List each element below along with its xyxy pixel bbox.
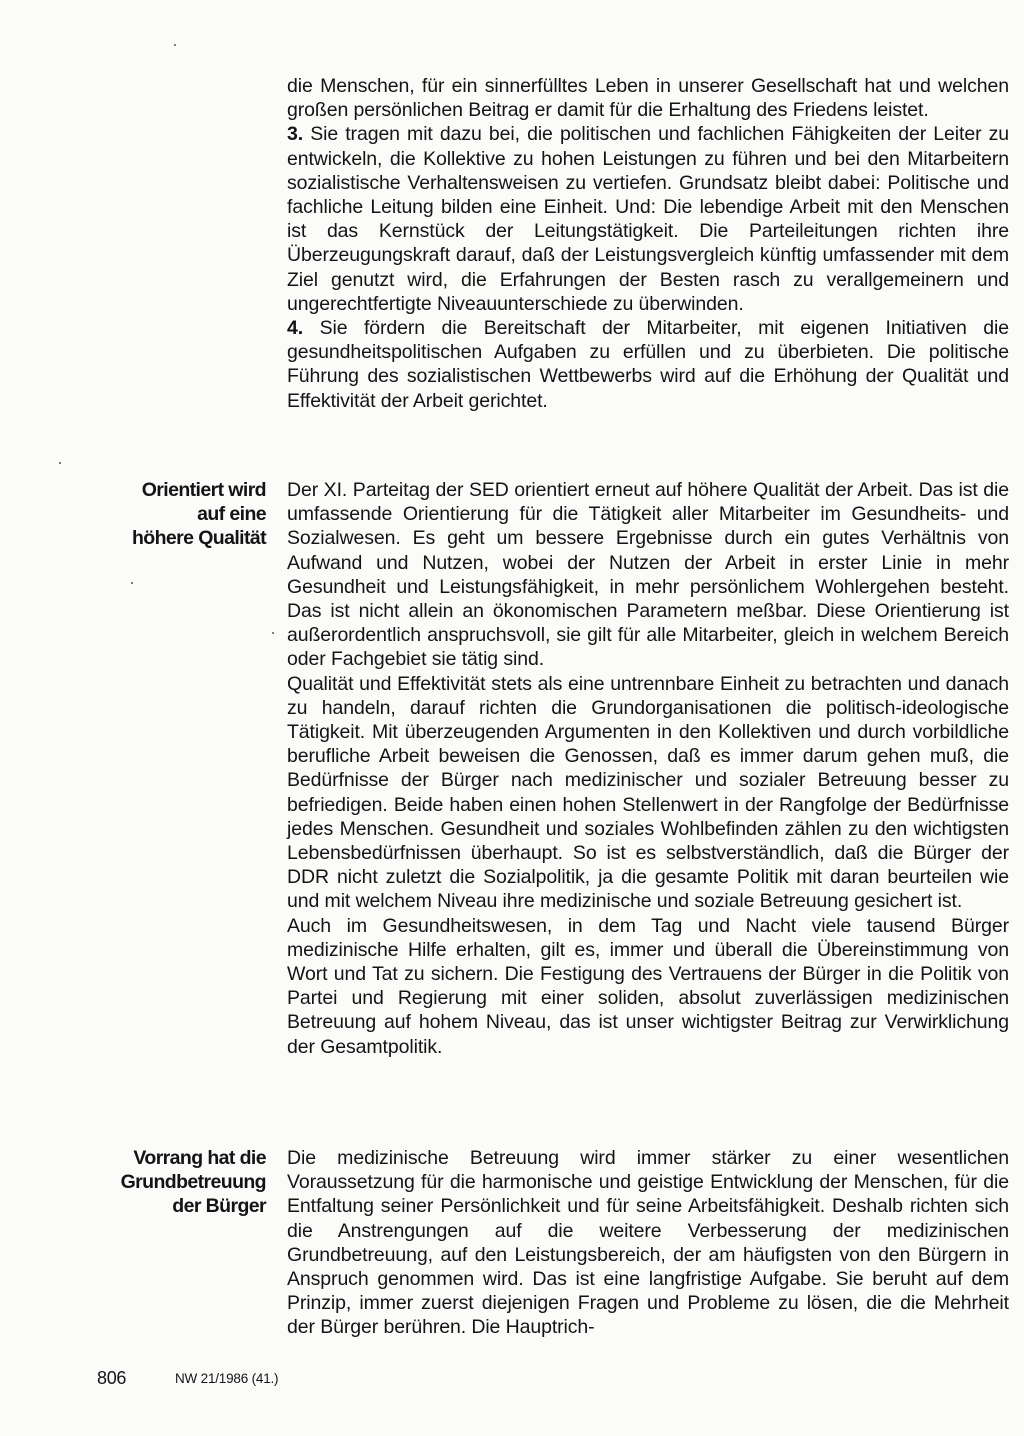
margin-heading-line: der Bürger (172, 1195, 266, 1217)
scan-speck (272, 632, 274, 634)
text-block-priority (287, 1146, 1009, 1340)
margin-heading-line: auf eine (197, 503, 266, 525)
margin-heading-line: Vorrang hat die (133, 1147, 266, 1169)
paragraph: Auch im Gesundheitswesen, in dem Tag und Nacht viele tausend Bürger medizinische Hilfe erhalten, gilt es, immer und überall die Übereinstimmung von Wort und Tat zu sichern. Die Festigung des Vertrauens der Bürger in die Politik von Partei und Regierung mit einer soliden, absolut zuverlässigen medizinischen Betreuung auf hohem Niveau, das ist unser wichtigster Beitrag zur Verwirklichung der Gesamtpolitik. (287, 914, 1009, 1058)
margin-heading-line: höhere Qualität (131, 527, 266, 549)
point-number: 4. (287, 317, 304, 340)
scan-speck (131, 582, 133, 584)
paragraph-point-3 (287, 122, 1009, 316)
point-text: Sie fördern die Bereitschaft der Mitarbeiter, mit eigenen Initiativen die gesundheitspolitischen Aufgaben zu erfüllen und zu überbieten. Die politische Führung des sozialistischen Wettbewerbs wird auf die Erhöhung der Qualität und Effektivität der Arbeit gerichtet. (287, 317, 1009, 412)
paragraph: Qualität und Effektivität stets als eine untrennbare Einheit zu betrachten und danach zu handeln, darauf richten die Grundorganisationen die politisch-ideologische Tätigkeit. Mit überzeugenden Argumenten in den Kollektiven und durch vorbildliche berufliche Arbeit beweisen die Genossen, daß es immer darum gehen muß, die Bedürfnisse der Bürger nach medizinischer und sozialer Betreuung besser zu befriedigen. Beide haben einen hohen Stellenwert in der Rangfolge der Bedürfnisse jedes Menschen. Gesundheit und soziales Wohlbefinden zählen zu den wichtigsten Lebensbedürfnissen überhaupt. So ist es selbstverständlich, daß die Bürger der DDR nicht zuletzt die Sozialpolitik, ja die gesamte Politik mit daran beurteilen wie und mit welchem Niveau ihre medizinische und soziale Betreuung gesichert ist. (287, 672, 1009, 913)
paragraph-continued: die Menschen, für ein sinnerfülltes Leben in unserer Gesellschaft hat und welchen großen persönlichen Beitrag er damit für die Erhaltung des Friedens leistet. (287, 75, 1009, 122)
scan-speck (59, 462, 61, 464)
paragraph: Die medizinische Betreuung wird immer stärker zu einer wesentlichen Voraussetzung für die harmonische und geistige Entwicklung der Menschen, für die Entfaltung seiner Persönlichkeit und für seine Arbeitsfähigkeit. Deshalb richten sich die Anstrengungen auf die weitere Verbesserung der medizinischen Grundbetreuung, auf den Leistungsbereich, der am häufigsten von den Bürgern in Anspruch genommen wird. Das ist eine langfristige Aufgabe. Sie beruht auf dem Prinzip, immer zuerst diejenigen Fragen und Probleme zu lösen, die die Mehrheit der Bürger berühren. Die Hauptrich- (287, 1147, 1009, 1339)
margin-heading-line: Grundbetreuung (120, 1171, 266, 1193)
paragraph: Der XI. Parteitag der SED orientiert erneut auf höhere Qualität der Arbeit. Das ist die umfassende Orientierung für die Tätigkeit aller Mitarbeiter im Gesundheits- und Sozialwesen. Es geht um bessere Ergebnisse durch ein gutes Verhältnis von Aufwand und Nutzen, wobei der Nutzen der Arbeit in erster Linie in mehr Gesundheit und Leistungsfähigkeit, in mehr persönlichem Wohlergehen besteht. Das ist nicht allein an ökonomischen Parametern meßbar. Diese Orientierung ist außerordentlich anspruchsvoll, sie gilt für alle Mitarbeiter, gleich in welchem Bereich oder Fachgebiet sie tätig sind. (287, 479, 1009, 671)
text-block-quality (287, 478, 1009, 1059)
point-text: Sie tragen mit dazu bei, die politischen und fachlichen Fähigkeiten der Leiter zu entwickeln, die Kollektive zu hohen Leistungen zu führen und bei den Mitarbeitern sozialistische Verhaltensweisen zu vertiefen. Grundsatz bleibt dabei: Politische und fachliche Leitung bilden eine Einheit. Und: Die lebendige Arbeit mit den Menschen ist das Kernstück der Leitungstätigkeit. Die Parteileitungen richten ihre Überzeugungskraft darauf, daß der Leistungsvergleich künftig umfassender mit dem Ziel genutzt wird, die Erfahrungen der Besten rasch zu verallgemeinern und ungerechtfertigte Niveauunterschiede zu überwinden. (287, 123, 1009, 315)
margin-heading-priority (60, 1146, 266, 1218)
paragraph-point-4 (287, 316, 1009, 413)
point-number: 3. (287, 123, 304, 146)
scan-speck (174, 44, 176, 46)
margin-heading-line: Orientiert wird (141, 479, 266, 501)
text-block-top (287, 74, 1009, 413)
margin-heading-quality (60, 478, 266, 550)
page-number: 806 (97, 1368, 127, 1388)
source-reference: NW 21/1986 (41.) (175, 1371, 279, 1386)
